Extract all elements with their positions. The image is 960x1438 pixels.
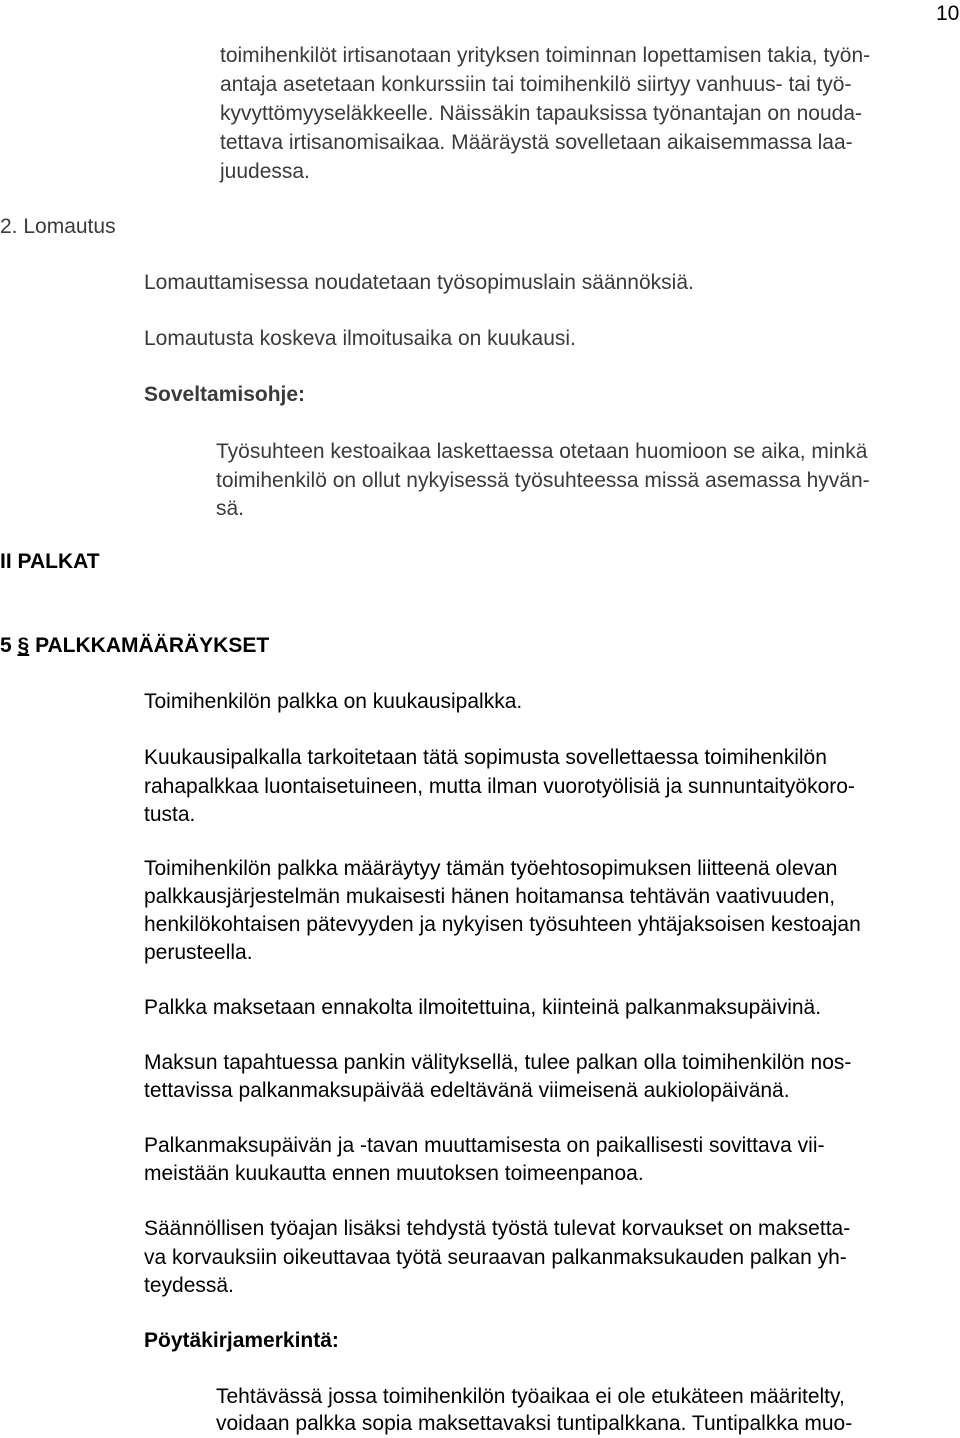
palkka-paragraph-line: Palkanmaksupäivän ja -tavan muuttamisesta on paikallisesti sovittava vii-: [144, 1134, 825, 1157]
section-symbol: §: [17, 634, 30, 657]
palkka-paragraph-line: Maksun tapahtuessa pankin välityksellä, tulee palkan olla toimihenkilön nos-: [144, 1051, 852, 1074]
palkka-paragraph-line: va korvauksiin oikeuttavaa työtä seuraavan palkanmaksukauden palkan yh-: [144, 1246, 847, 1269]
palkka-paragraph-line: tettavissa palkanmaksupäivää edeltävänä viimeisenä aukiolopäivänä.: [144, 1079, 790, 1102]
poytakirjamerkinta-heading: Pöytäkirjamerkintä:: [144, 1329, 339, 1352]
palkka-paragraph-line: Toimihenkilön palkka määräytyy tämän työehtosopimuksen liitteenä olevan: [144, 857, 838, 880]
palkka-paragraph-line: perusteella.: [144, 941, 253, 964]
poytakirjamerkinta-line: voidaan palkka sopia maksettavaksi tuntipalkkana. Tuntipalkka muo-: [216, 1412, 853, 1435]
intro-line: kyvyttömyyseläkkeelle. Näissäkin tapauksissa työnantajan on nouda-: [220, 102, 863, 125]
palkka-paragraph-line: meistään kuukautta ennen muutoksen toimeenpanoa.: [144, 1162, 644, 1185]
section-number: 5: [0, 634, 12, 657]
palkka-paragraph-line: tusta.: [144, 803, 196, 826]
section-title: PALKKAMÄÄRÄYKSET: [35, 634, 270, 657]
palkka-paragraph-line: palkkausjärjestelmän mukaisesti hänen hoitamansa tehtävän vaativuuden,: [144, 885, 836, 908]
intro-line: toimihenkilöt irtisanotaan yrityksen toiminnan lopettamisen takia, työn-: [220, 44, 871, 67]
intro-line: tettava irtisanomisaikaa. Määräystä sovelletaan aikaisemmassa laa-: [220, 131, 853, 154]
palkka-paragraph-line: Säännöllisen työajan lisäksi tehdystä työstä tulevat korvaukset on maksetta-: [144, 1217, 851, 1240]
palkka-paragraph: Toimihenkilön palkka on kuukausipalkka.: [144, 690, 523, 713]
page-number: 10: [936, 2, 960, 25]
palkka-paragraph-line: teydessä.: [144, 1274, 234, 1297]
lomautus-paragraph: Lomauttamisessa noudatetaan työsopimuslain säännöksiä.: [144, 271, 694, 294]
palkka-paragraph-line: rahapalkkaa luontaisetuineen, mutta ilman vuorotyölisiä ja sunnuntaityökoro-: [144, 775, 855, 798]
palkka-paragraph: Palkka maksetaan ennakolta ilmoitettuina, kiinteinä palkanmaksupäivinä.: [144, 996, 822, 1019]
soveltamisohje-line: Työsuhteen kestoaikaa laskettaessa otetaan huomioon se aika, minkä: [216, 440, 868, 463]
lomautus-paragraph: Lomautusta koskeva ilmoitusaika on kuukausi.: [144, 327, 576, 350]
poytakirjamerkinta-line: Tehtävässä jossa toimihenkilön työaikaa ei ole etukäteen määritelty,: [216, 1385, 845, 1408]
palkka-paragraph-line: henkilökohtaisen pätevyyden ja nykyisen työsuhteen yhtäjaksoisen kestoajan: [144, 913, 861, 936]
section-heading: [0, 632, 269, 660]
soveltamisohje-line: sä.: [216, 497, 245, 520]
intro-line: antaja asetetaan konkurssiin tai toimihenkilö siirtyy vanhuus- tai työ-: [220, 73, 852, 96]
intro-line: juudessa.: [220, 160, 310, 183]
soveltamisohje-line: toimihenkilö on ollut nykyisessä työsuhteessa missä asemassa hyvän-: [216, 469, 870, 492]
palkat-heading: II PALKAT: [0, 550, 100, 573]
palkka-paragraph-line: Kuukausipalkalla tarkoitetaan tätä sopimusta sovellettaessa toimihenkilön: [144, 746, 827, 769]
soveltamisohje-heading: Soveltamisohje:: [144, 383, 306, 406]
lomautus-heading: 2. Lomautus: [0, 215, 116, 238]
